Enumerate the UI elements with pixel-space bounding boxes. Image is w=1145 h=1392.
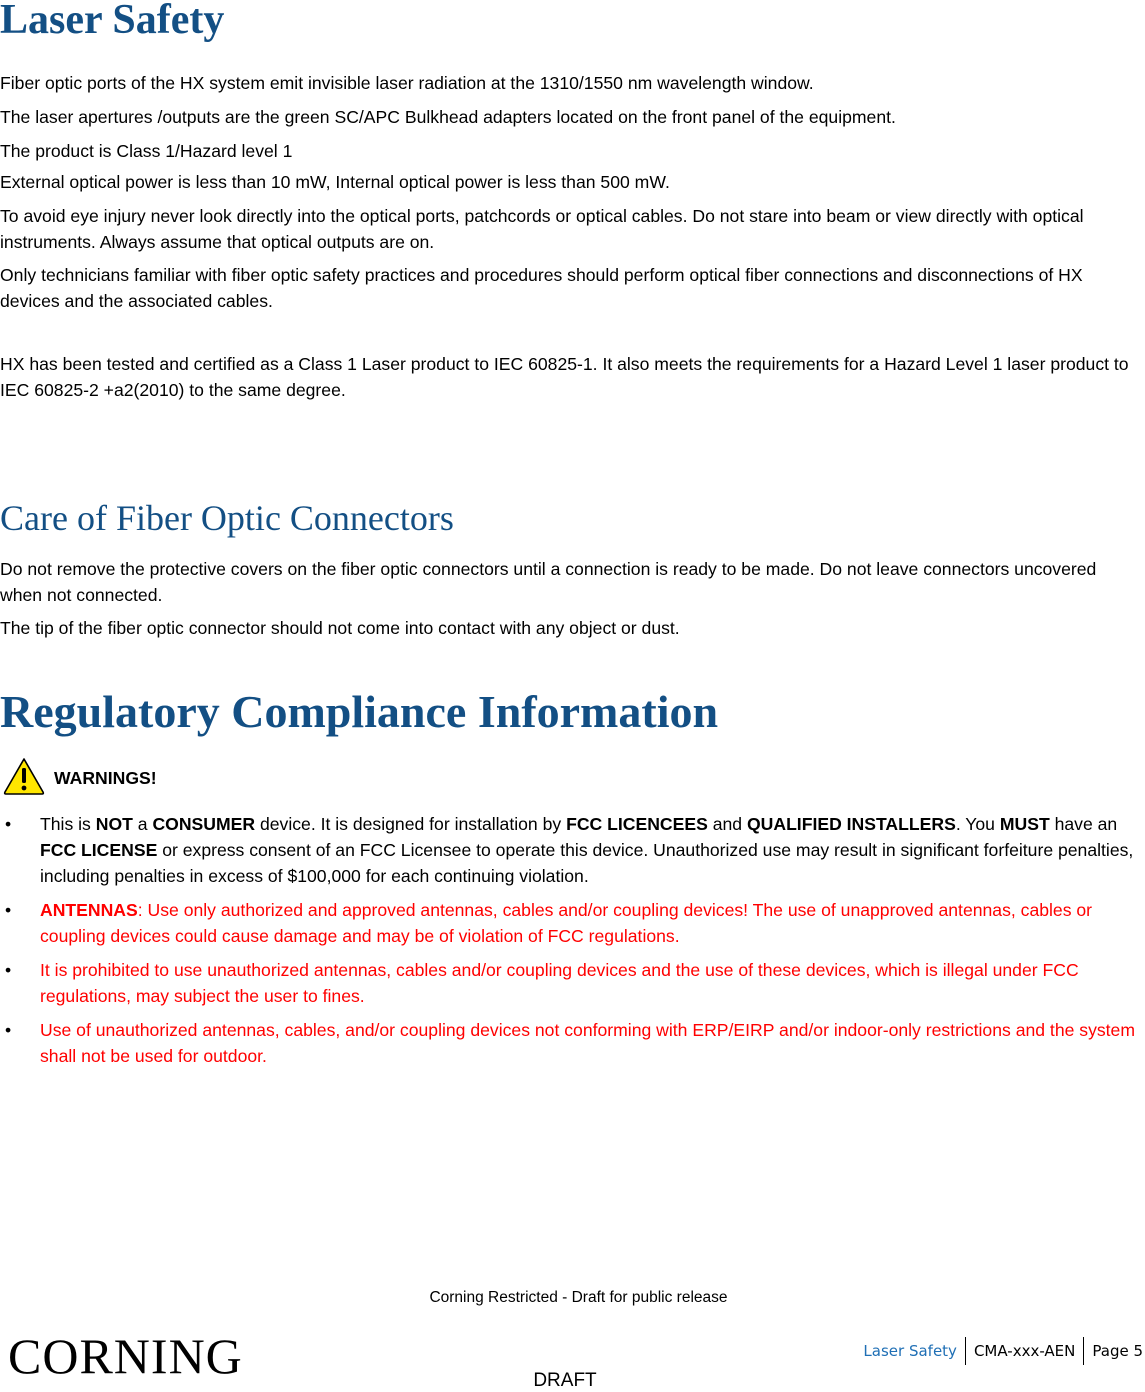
care-heading: Care of Fiber Optic Connectors [0,498,454,538]
laser-p5: To avoid eye injury never look directly into the optical ports, patchcords or optical cables. Do not stare into beam or view directly with optical instruments. Always assume that optical outputs are on. [0,206,1084,252]
warnings-label: WARNINGS! [54,767,157,788]
laser-p4: External optical power is less than 10 mW, Internal optical power is less than 500 mW. [0,172,670,192]
emphasis-not: NOT [95,814,133,834]
text-run: have an [1049,814,1118,834]
emphasis-fcc-licencees: FCC LICENCEES [566,814,708,834]
text-run: or express consent of an FCC Licensee to operate this device. Unauthorized use may result in significant forfeiture penalties, including penalties in excess of $100,000 for each continuing violation. [40,840,1134,886]
warning-item-consumer [0,811,1140,889]
laser-p6: Only technicians familiar with fiber optic safety practices and procedures should perform optical fiber connections and disconnections of HX devices and the associated cables. [0,265,1083,311]
text-run: : Use only authorized and approved antennas, cables and/or coupling devices! The use of unapproved antennas, cables or coupling devices could cause damage and may be of violation of FCC regulations. [40,900,1093,946]
laser-p3: The product is Class 1/Hazard level 1 [0,141,293,161]
warning-triangle-icon [2,756,46,801]
bullet-glyph: • [5,1020,12,1040]
warning-item-unauthorized-use [0,1017,1140,1069]
footer-restricted-note: Corning Restricted - Draft for public release [429,1289,728,1306]
regulatory-heading: Regulatory Compliance Information [0,686,719,737]
footer-page-info [855,1337,1143,1365]
draft-watermark: DRAFT [533,1370,597,1391]
footer-page-number: Page 5 [1092,1342,1143,1360]
emphasis-antennas: ANTENNAS [40,900,138,920]
footer-doc-id: CMA-xxx-AEN [973,1342,1076,1360]
warning-item-prohibited [0,957,1140,1009]
bullet-glyph: • [5,960,12,980]
emphasis-consumer: CONSUMER [152,814,256,834]
laser-safety-heading: Laser Safety [0,0,225,43]
bullet-glyph: • [5,900,12,920]
text-run: a [132,814,153,834]
emphasis-must: MUST [999,814,1050,834]
emphasis-fcc-license: FCC LICENSE [40,840,158,860]
laser-p2: The laser apertures /outputs are the green SC/APC Bulkhead adapters located on the front panel of the equipment. [0,107,896,127]
care-p2: The tip of the fiber optic connector should not come into contact with any object or dust. [0,618,680,638]
text-run: and [707,814,747,834]
text-run: It is prohibited to use unauthorized antennas, cables and/or coupling devices and the use of these devices, which is illegal under FCC regulations, may subject the user to fines. [40,960,1079,1006]
bullet-glyph: • [5,814,12,834]
warnings-header [2,756,157,800]
text-run: . You [955,814,1000,834]
warning-item-antennas [0,897,1140,949]
text-run: Use of unauthorized antennas, cables, and/or coupling devices not conforming with ERP/EIRP and/or indoor-only restrictions and the system shall not be used for outdoor. [40,1020,1135,1066]
laser-p7: HX has been tested and certified as a Class 1 Laser product to IEC 60825-1. It also meets the requirements for a Hazard Level 1 laser product to IEC 60825-2 +a2(2010) to the same degree. [0,354,1129,400]
laser-p1: Fiber optic ports of the HX system emit invisible laser radiation at the 1310/1550 nm wavelength window. [0,73,814,93]
care-p1: Do not remove the protective covers on the fiber optic connectors until a connection is ready to be made. Do not leave connectors uncovered when not connected. [0,559,1097,605]
text-run: device. It is designed for installation by [255,814,567,834]
warnings-list [0,811,1140,1077]
footer-section: Laser Safety [863,1342,957,1360]
corning-logo: CORNING [8,1328,243,1384]
text-run: This is [40,814,96,834]
emphasis-qualified-installers: QUALIFIED INSTALLERS [746,814,956,834]
